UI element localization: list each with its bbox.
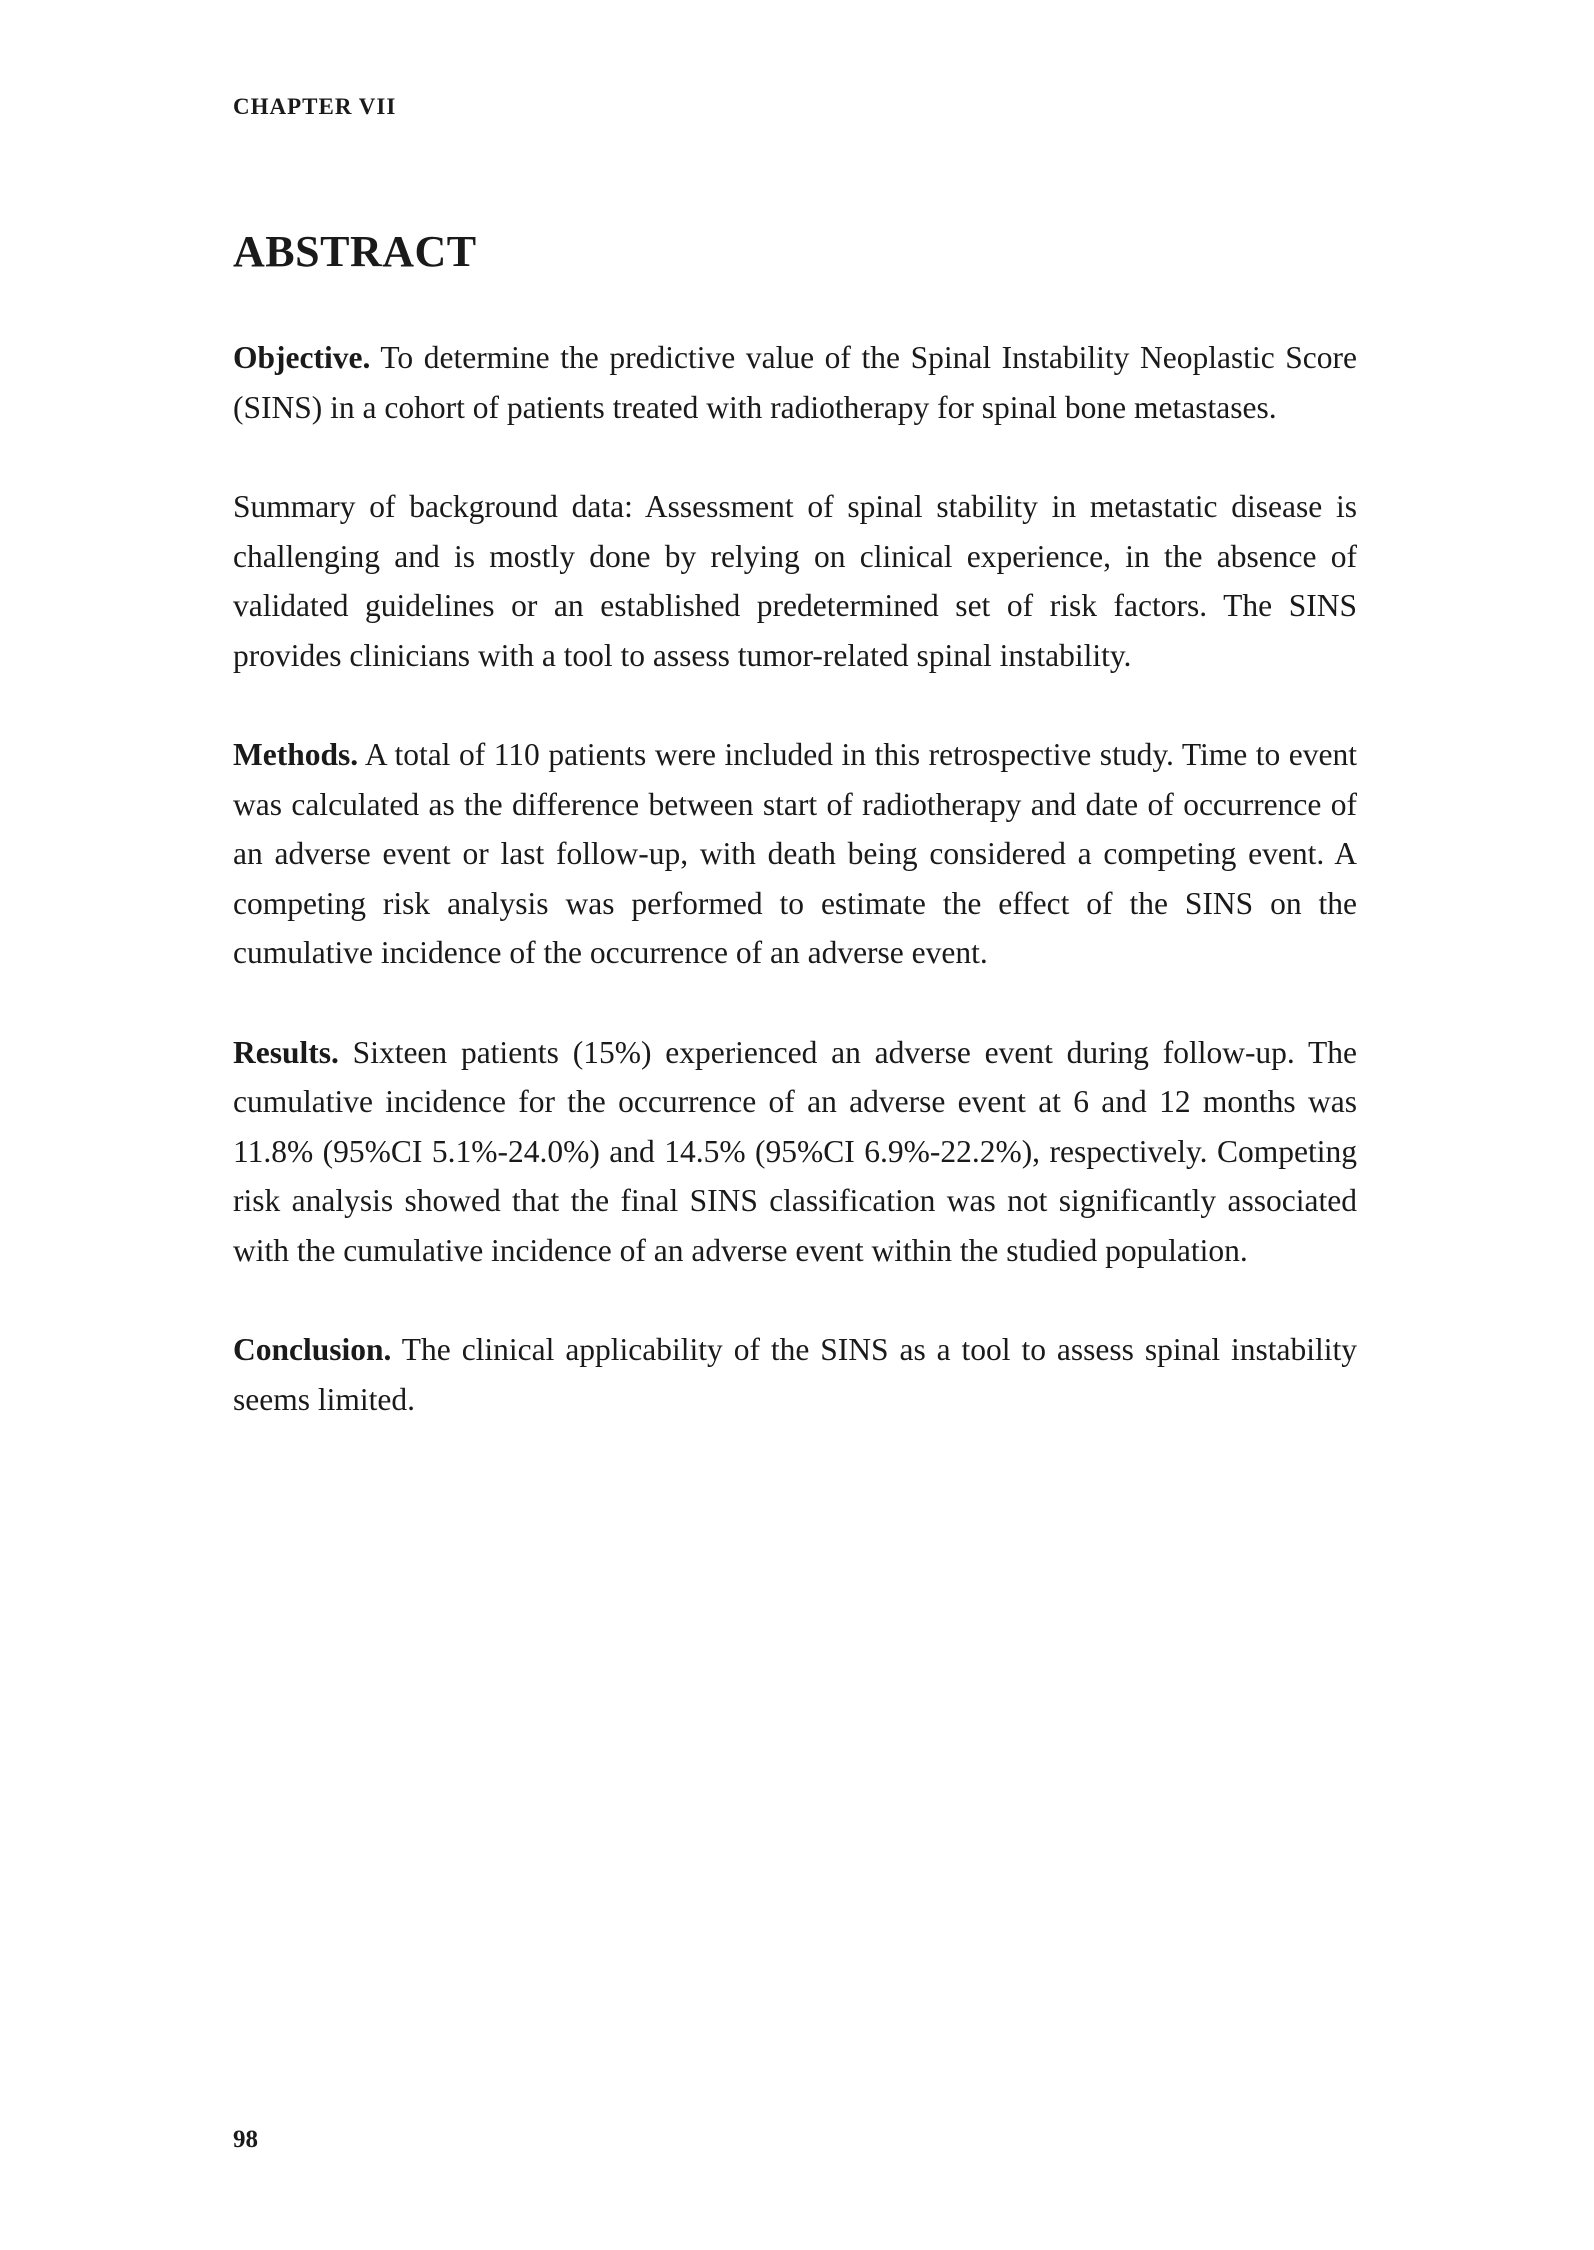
- results-text: Sixteen patients (15%) experienced an adverse event during follow-up. The cumulative incidence for the occurrence of an adverse event at 6 and 12 months was 11.8% (95%CI 5.1%-24.0%) and 14.5% (95%CI 6.9%-22.2%), respectively. Competing risk analysis showed that the final SINS classification was not significantly associated with the cumulative incidence of an adverse event within the studied population.: [233, 1034, 1357, 1268]
- conclusion-heading: Conclusion.: [233, 1332, 392, 1367]
- methods-text: A total of 110 patients were included in this retrospective study. Time to event was calculated as the difference between start of radiotherapy and date of occurrence of an adverse event or last follow-up, with death being considered a competing event. A competing risk analysis was performed to estimate the effect of the SINS on the cumulative incidence of the occurrence of an adverse event.: [233, 737, 1357, 970]
- page-title: ABSTRACT: [233, 227, 477, 276]
- conclusion-text: The clinical applicability of the SINS as a tool to assess spinal instability seems limited.: [233, 1332, 1357, 1417]
- methods-paragraph: [233, 730, 1357, 978]
- objective-text: To determine the predictive value of the Spinal Instability Neoplastic Score (SINS) in a cohort of patients treated with radiotherapy for spinal bone metastases.: [233, 340, 1357, 425]
- results-heading: Results.: [233, 1034, 339, 1070]
- background-paragraph: [233, 482, 1357, 680]
- objective-paragraph: [233, 333, 1357, 432]
- conclusion-paragraph: [233, 1325, 1357, 1424]
- running-head: CHAPTER VII: [233, 94, 397, 119]
- methods-heading: Methods.: [233, 737, 359, 772]
- background-text: Summary of background data: Assessment of spinal stability in metastatic disease is challenging and is mostly done by relying on clinical experience, in the absence of validated guidelines or an established predetermined set of risk factors. The SINS provides clinicians with a tool to assess tumor-related spinal instability.: [233, 489, 1357, 673]
- results-paragraph: [233, 1028, 1357, 1276]
- page-number: 98: [233, 2126, 258, 2153]
- objective-heading: Objective.: [233, 340, 371, 375]
- abstract-body: [233, 333, 1357, 1474]
